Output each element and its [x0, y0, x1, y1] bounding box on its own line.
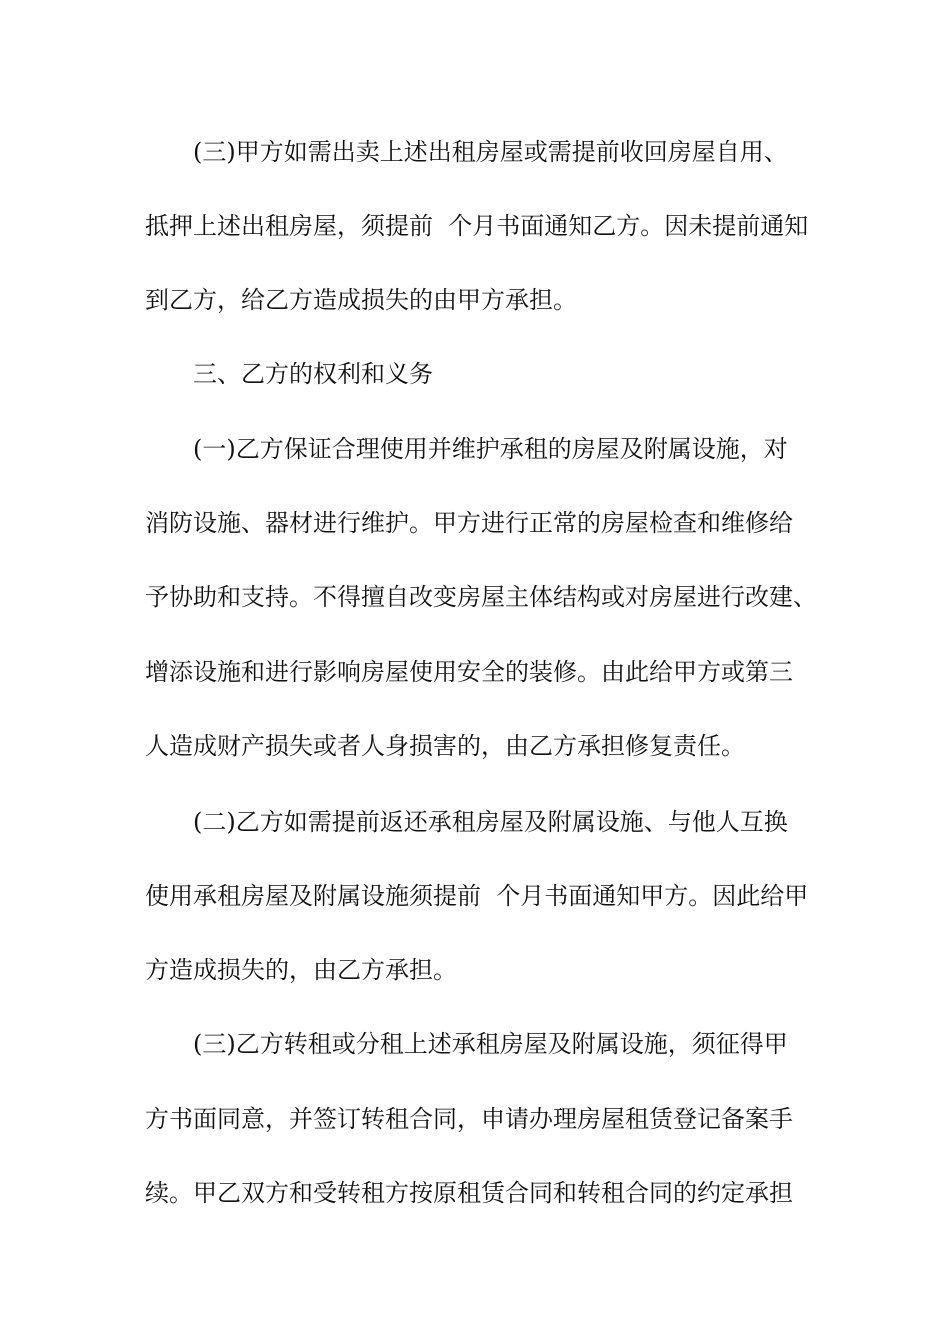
paragraph-line-12: 方造成损失的，由乙方承担。: [145, 956, 457, 984]
paragraph-line-10: (二)乙方如需提前返还承租房屋及附属设施、与他人互换: [193, 808, 788, 836]
paragraph-line-8: 增添设施和进行影响房屋使用安全的装修。由此给甲方或第三: [145, 658, 793, 686]
paragraph-line-1: (三)甲方如需出卖上述出租房屋或需提前收回房屋自用、: [193, 138, 788, 166]
paragraph-line-9: 人造成财产损失或者人身损害的，由乙方承担修复责任。: [145, 732, 745, 760]
paragraph-line-3: 到乙方，给乙方造成损失的由甲方承担。: [145, 286, 577, 314]
paragraph-line-2: 抵押上述出租房屋，须提前 个月书面通知乙方。因未提前通知: [145, 212, 809, 240]
paragraph-line-13: (三)乙方转租或分租上述承租房屋及附属设施，须征得甲: [193, 1030, 788, 1058]
paragraph-line-7: 予协助和支持。不得擅自改变房屋主体结构或对房屋进行改建、: [145, 583, 817, 611]
paragraph-line-6: 消防设施、器材进行维护。甲方进行正常的房屋检查和维修给: [145, 509, 793, 537]
paragraph-line-15: 续。甲乙双方和受转租方按原租赁合同和转租合同的约定承担: [145, 1179, 793, 1207]
section-heading: 三、乙方的权利和义务: [193, 360, 433, 388]
paragraph-line-14: 方书面同意，并签订转租合同，申请办理房屋租赁登记备案手: [145, 1105, 793, 1133]
paragraph-line-5: (一)乙方保证合理使用并维护承租的房屋及附属设施，对: [193, 435, 788, 463]
paragraph-line-11: 使用承租房屋及附属设施须提前 个月书面通知甲方。因此给甲: [145, 882, 809, 910]
